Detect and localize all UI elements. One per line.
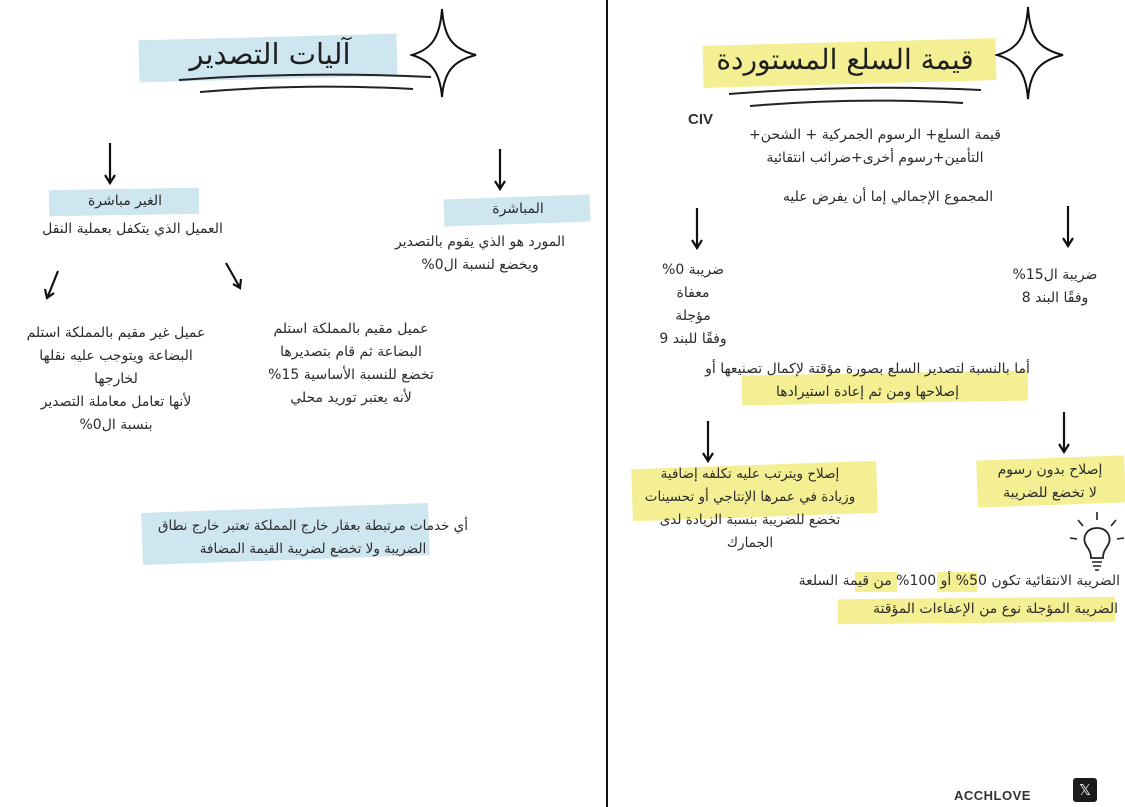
- tax0-text: ضريبة 0% معفاة مؤجلة وفقًا للبند 9: [659, 262, 727, 347]
- nonresident-client-text: عميل غير مقيم بالمملكة استلم البضاعة ويتوجب عليه نقلها لخارجها لأنها تعامل معاملة التصدير بنسبة ال0%: [26, 325, 206, 433]
- arrow-down-icon: [1059, 204, 1077, 250]
- left-title: آليات التصدير: [189, 37, 351, 71]
- repair-no-fee-text: إصلاح بدون رسوم لا تخضع للضريبة: [997, 462, 1103, 501]
- x-logo-icon[interactable]: [1073, 778, 1097, 802]
- deferred-tax-text: الضريبة المؤجلة نوع من الإعفاءات المؤقتة: [873, 601, 1118, 617]
- left-title-underline: [175, 70, 435, 100]
- right-title-underline: [725, 82, 985, 116]
- civ-formula: قيمة السلع+ الرسوم الجمركية + الشحن+ التأمين+رسوم أخرى+ضرائب انتقائية: [749, 127, 1001, 166]
- arrow-down-icon: [40, 268, 64, 304]
- arrow-down-icon: [491, 147, 509, 193]
- direct-text: المورد هو الذي يقوم بالتصدير ويخضع لنسبة ال0%: [395, 234, 565, 273]
- arrow-down-icon: [101, 141, 119, 187]
- indirect-text: العميل الذي يتكفل بعملية النقل: [42, 221, 223, 237]
- total-text: المجموع الإجمالي إما أن يفرض عليه: [782, 189, 994, 205]
- brand-name: ACCHLOVE: [954, 788, 1031, 803]
- civ-label: CIV: [688, 111, 714, 128]
- arrow-down-icon: [1055, 410, 1073, 456]
- temporary-export-text: أما بالنسبة لتصدير السلع بصورة مؤقتة لإكمال تصنيعها أو إصلاحها ومن ثم إعادة استيرادها: [705, 361, 1030, 400]
- page-divider: [606, 0, 608, 807]
- arrow-down-icon: [222, 260, 248, 294]
- resident-client-text: عميل مقيم بالمملكة استلم البضاعة ثم قام بتصديرها تخضع للنسبة الأساسية 15% لأنه يعتبر توريد محلي: [268, 321, 434, 406]
- tax15-text: ضريبة ال15% وفقًا البند 8: [1012, 267, 1098, 306]
- property-services-text: أي خدمات مرتبطة بعقار خارج المملكة تعتبر خارج نطاق الضريبة ولا تخضع لضريبة القيمة المضافة: [158, 518, 468, 557]
- direct-label: المباشرة: [492, 201, 544, 217]
- x-logo-glyph: 𝕏: [1078, 781, 1092, 799]
- indirect-label: الغير مباشرة: [87, 193, 163, 209]
- arrow-down-icon: [699, 419, 717, 465]
- arrow-down-icon: [688, 206, 706, 252]
- right-title: قيمة السلع المستوردة: [716, 43, 974, 76]
- sparkle-icon: [995, 3, 1067, 103]
- selective-tax-text: الضريبة الانتقائية تكون 50% أو 100% من قيمة السلعة: [798, 573, 1120, 589]
- repair-with-cost-text: إصلاح ويترتب عليه تكلفه إضافية وزيادة في عمرها الإنتاجي أو تحسينات تخضع للضريبة بنسبة الزيادة لدى الجمارك: [644, 466, 856, 551]
- sparkle-icon: [410, 5, 480, 100]
